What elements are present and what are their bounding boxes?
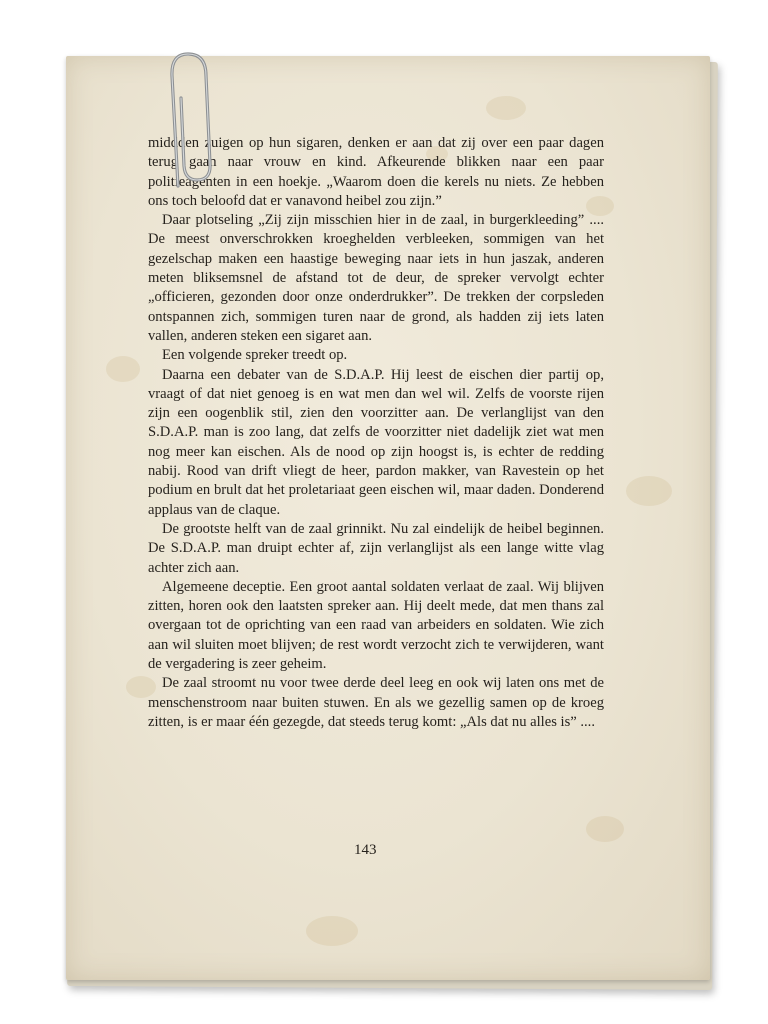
paragraph: Algemeene deceptie. Een groot aantal soldaten verlaat de zaal. Wij blijven zitten, horen ook den laatsten spreker aan. Hij deelt mede, dat men thans zal overgaan tot de oprichting van een raad van arbeiders en soldaten. Wie zich aan wil sluiten moet blijven; de rest wordt verzocht zich te verwijderen, want de vergadering is zeer geheim. — [148, 578, 604, 673]
paragraph: middden zuigen op hun sigaren, denken er aan dat zij over een paar dagen terug gaan naar vrouw en kind. Afkeurende blikken naar een paar politieagenten in een hoekje. „Waarom doen die kerels nu niets. Ze hebben ons toch beloofd dat er vanavond heibel zou zijn.” — [148, 135, 604, 209]
foxing-stain — [586, 816, 624, 842]
body-text — [148, 134, 604, 732]
page-number: 143 — [354, 842, 377, 858]
foxing-stain — [626, 476, 672, 506]
paragraph: De grootste helft van de zaal grinnikt. Nu zal eindelijk de heibel beginnen. De S.D.A.P. man druipt echter af, zijn verlanglijst als een lange witte vlag achter zich aan. — [148, 520, 604, 576]
paragraph: Daarna een debater van de S.D.A.P. Hij leest de eischen dier partij op, vraagt of dat niet genoeg is en wat men dan wel wil. Zelfs de voorste rijen zijn een oogenblik stil, zien den voorzitter aan. De verlanglijst van den S.D.A.P. man is zoo lang, dat zelfs de voorzitter niet dadelijk ziet wat men nog meer kan eischen. Als de nood op zijn hoogst is, is echter de redding nabij. Rood van drift vliegt de heer, pardon makker, van Ravestein op het podium en brult dat het proletariaat geen eischen wil, maar daden. Donderend applaus van de claque. — [148, 366, 604, 518]
foxing-stain — [306, 916, 358, 946]
paragraph: De zaal stroomt nu voor twee derde deel leeg en ook wij laten ons met de menschenstroom naar buiten stuwen. En als we gezellig samen op de kroeg zitten, is er maar één gezegde, dat steeds terug komt: „Als dat nu alles is” .... — [148, 675, 604, 730]
foxing-stain — [486, 96, 526, 120]
paperclip-icon — [150, 46, 220, 196]
paragraph: Een volgende spreker treedt op. — [162, 347, 348, 364]
foxing-stain — [106, 356, 140, 382]
paragraph: Daar plotseling „Zij zijn misschien hier in de zaal, in burgerkleeding” .... De meest onverschrokken kroeghelden verbleeken, sommigen van het gezelschap maken een haastige beweging naar iets in hun jaszak, anderen meten bliksemsnel de afstand tot de deur, de spreker vervolgt echter „officieren, gezonden door onze onderdrukker”. De trekken der corpsleden ontspannen zich, sommigen turen naar de grond, als hadden zij iets laten vallen, anderen steken een sigaret aan. — [148, 212, 604, 344]
